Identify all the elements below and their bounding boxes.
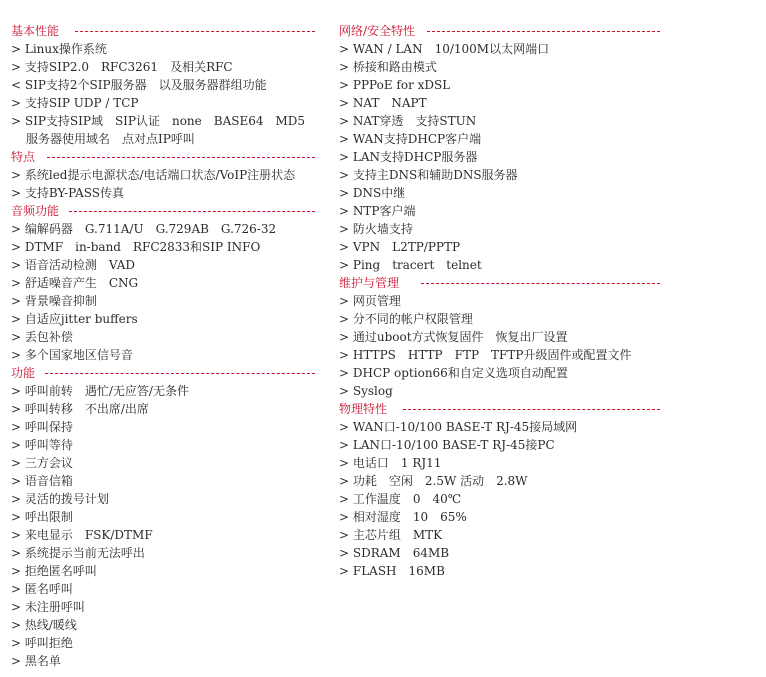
section-heading xyxy=(11,148,329,166)
spec-item-continuation: 服务器使用域名 点对点IP呼叫 xyxy=(26,132,195,146)
spec-item: > 编解码器 G.711A/U G.729AB G.726-32 xyxy=(11,222,277,236)
spec-item: > 呼叫等待 xyxy=(11,438,73,452)
section-heading xyxy=(11,364,329,382)
section-heading xyxy=(339,400,759,418)
section-functions xyxy=(11,364,329,670)
spec-item: > WAN支持DHCP客户端 xyxy=(339,132,482,146)
section-audio xyxy=(11,202,329,364)
spec-item: > DHCP option66和自定义选项自动配置 xyxy=(339,366,568,380)
spec-item: > 支持SIP2.0 RFC3261 及相关RFC xyxy=(11,60,233,74)
spec-item: > 自适应jitter buffers xyxy=(11,312,138,326)
dashed-divider xyxy=(421,283,660,284)
spec-item: > 功耗 空闲 2.5W 活动 2.8W xyxy=(339,474,528,488)
section-heading-label: 维护与管理 xyxy=(339,276,400,290)
spec-item: > 防火墙支持 xyxy=(339,222,413,236)
spec-item: > 未注册呼叫 xyxy=(11,600,85,614)
spec-item: > DTMF in-band RFC2833和SIP INFO xyxy=(11,240,261,254)
dashed-divider xyxy=(45,373,315,374)
spec-item: > DNS中继 xyxy=(339,186,406,200)
spec-item: > NAT穿透 支持STUN xyxy=(339,114,477,128)
spec-item: > 相对湿度 10 65% xyxy=(339,510,467,524)
spec-item: > 通过uboot方式恢复固件 恢复出厂设置 xyxy=(339,330,568,344)
spec-item: > VPN L2TP/PPTP xyxy=(339,240,461,254)
section-physical xyxy=(339,400,759,580)
spec-item: > PPPoE for xDSL xyxy=(339,78,451,92)
spec-item: > 多个国家地区信号音 xyxy=(11,348,133,362)
spec-item: > 电话口 1 RJ11 xyxy=(339,456,442,470)
spec-item: > WAN口-10/100 BASE-T RJ-45接局域网 xyxy=(339,420,578,434)
spec-item: > 系统提示当前无法呼出 xyxy=(11,546,145,560)
spec-item: > 背景噪音抑制 xyxy=(11,294,97,308)
spec-item: > 来电显示 FSK/DTMF xyxy=(11,528,153,542)
spec-item: > 支持主DNS和辅助DNS服务器 xyxy=(339,168,518,182)
spec-item: > SIP支持SIP域 SIP认证 none BASE64 MD5 xyxy=(11,114,306,128)
section-heading-label: 网络/安全特性 xyxy=(339,24,416,38)
spec-item: > LAN口-10/100 BASE-T RJ-45接PC xyxy=(339,438,555,452)
dashed-divider xyxy=(427,31,660,32)
spec-item: > 语音信箱 xyxy=(11,474,73,488)
spec-item: > 主芯片组 MTK xyxy=(339,528,443,542)
spec-item: > FLASH 16MB xyxy=(339,564,445,578)
spec-item: < SIP支持2个SIP服务器 以及服务器群组功能 xyxy=(11,78,267,92)
right-spec-column xyxy=(339,22,759,580)
section-heading xyxy=(11,202,329,220)
spec-item: > 分不同的帐户权限管理 xyxy=(339,312,473,326)
spec-item: > WAN / LAN 10/100M以太网端口 xyxy=(339,42,550,56)
spec-item: > 工作温度 0 40℃ xyxy=(339,492,462,506)
spec-item: > 黑名单 xyxy=(11,654,61,668)
spec-item: > 灵活的拨号计划 xyxy=(11,492,109,506)
spec-item: > 语音活动检测 VAD xyxy=(11,258,136,272)
dashed-divider xyxy=(75,31,315,32)
spec-item: > Syslog xyxy=(339,384,393,398)
spec-item: > NAT NAPT xyxy=(339,96,427,110)
spec-item: > HTTPS HTTP FTP TFTP升级固件或配置文件 xyxy=(339,348,632,362)
spec-item: > 拒绝匿名呼叫 xyxy=(11,564,97,578)
spec-item: > 网页管理 xyxy=(339,294,401,308)
section-basic-performance xyxy=(11,22,329,148)
spec-item: > 呼出限制 xyxy=(11,510,73,524)
spec-item: > 呼叫拒绝 xyxy=(11,636,73,650)
spec-item: > 呼叫保持 xyxy=(11,420,73,434)
section-heading-label: 音频功能 xyxy=(11,204,60,218)
section-heading xyxy=(339,22,759,40)
section-heading-label: 物理特性 xyxy=(339,402,388,416)
section-network-security xyxy=(339,22,759,274)
section-heading-label: 基本性能 xyxy=(11,24,60,38)
left-spec-column xyxy=(11,22,329,670)
dashed-divider xyxy=(47,157,315,158)
section-features xyxy=(11,148,329,202)
section-heading-label: 特点 xyxy=(11,150,36,164)
spec-item: > Ping tracert telnet xyxy=(339,258,482,272)
spec-item: > NTP客户端 xyxy=(339,204,416,218)
spec-item: > 支持SIP UDP / TCP xyxy=(11,96,139,110)
section-heading xyxy=(339,274,759,292)
spec-item: > 丢包补偿 xyxy=(11,330,73,344)
spec-item: > SDRAM 64MB xyxy=(339,546,450,560)
spec-item: > 匿名呼叫 xyxy=(11,582,73,596)
section-heading-label: 功能 xyxy=(11,366,36,380)
dashed-divider xyxy=(403,409,660,410)
spec-item: > 三方会议 xyxy=(11,456,73,470)
spec-item: > 系统led提示电源状态/电话端口状态/VoIP注册状态 xyxy=(11,168,296,182)
spec-item: > LAN支持DHCP服务器 xyxy=(339,150,478,164)
spec-item: > 支持BY-PASS传真 xyxy=(11,186,125,200)
spec-item: > 呼叫转移 不出席/出席 xyxy=(11,402,149,416)
spec-item: > 呼叫前转 遇忙/无应答/无条件 xyxy=(11,384,189,398)
section-maintenance xyxy=(339,274,759,400)
section-heading xyxy=(11,22,329,40)
dashed-divider xyxy=(69,211,315,212)
spec-item: > 桥接和路由模式 xyxy=(339,60,437,74)
spec-item: > Linux操作系统 xyxy=(11,42,107,56)
spec-item: > 舒适噪音产生 CNG xyxy=(11,276,139,290)
spec-item: > 热线/暖线 xyxy=(11,618,77,632)
